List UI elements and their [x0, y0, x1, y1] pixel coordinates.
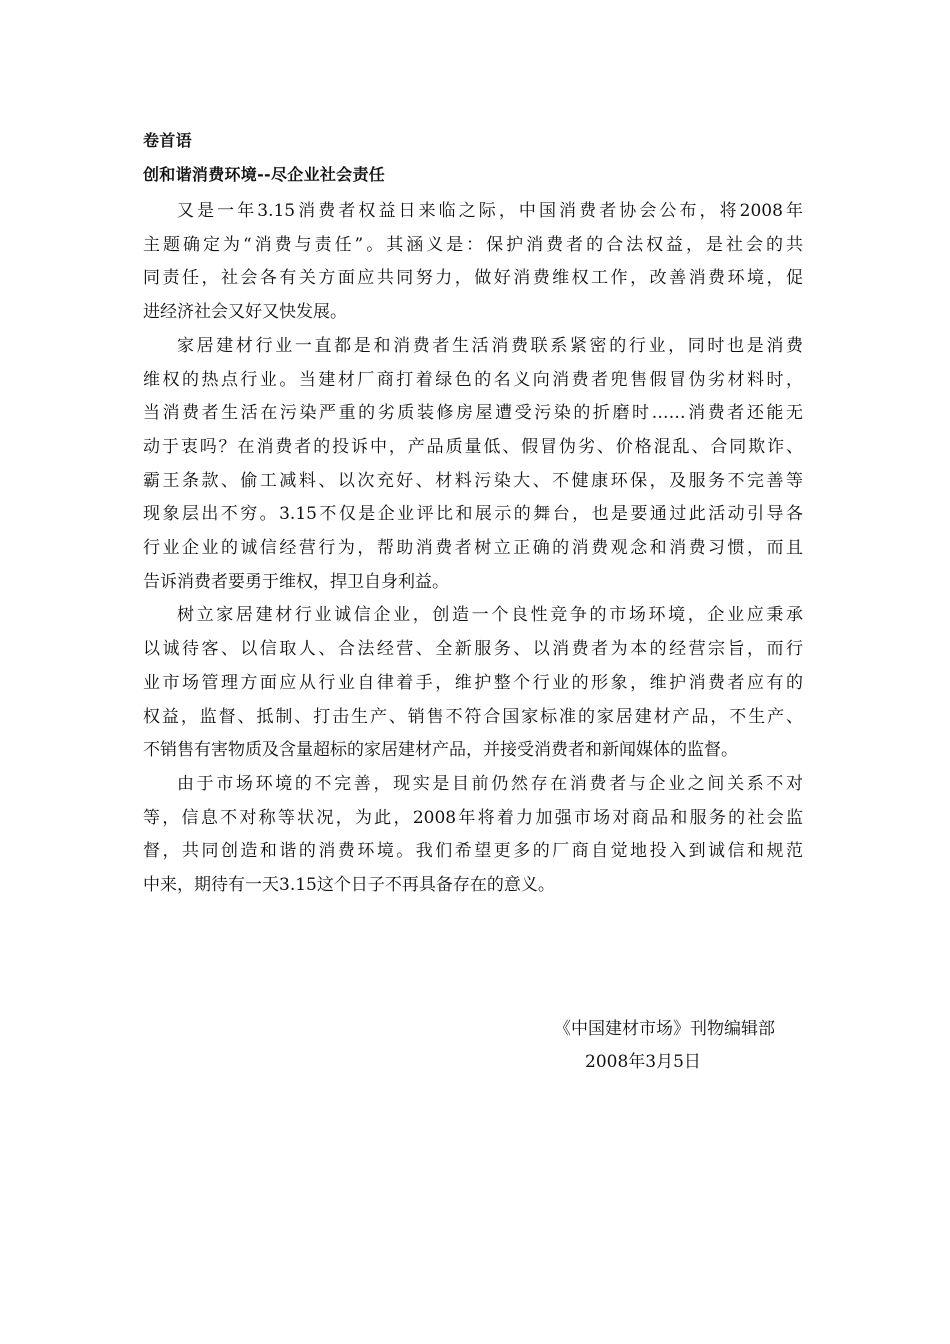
text-line: 主题确定为“消费与责任”。其涵义是：保护消费者的合法权益，是社会的共 — [143, 234, 803, 255]
date: 2008年3月5日 — [585, 1052, 701, 1072]
text-line: 业市场管理方面应从行业自律着手，维护整个行业的形象，维护消费者应有的 — [143, 672, 803, 693]
text-line: 由于市场环境的不完善，现实是目前仍然存在消费者与企业之间关系不对 — [177, 773, 803, 794]
text-line: 树立家居建材行业诚信企业，创造一个良性竞争的市场环境，企业应秉承 — [177, 605, 803, 626]
text-line: 霸王条款、偷工减料、以次充好、材料污染大、不健康环保，及服务不完善等 — [143, 470, 803, 491]
text-line: 家居建材行业一直都是和消费者生活消费联系紧密的行业，同时也是消费 — [177, 335, 803, 356]
text-line: 当消费者生活在污染严重的劣质装修房屋遭受污染的折磨时……消费者还能无 — [143, 403, 803, 424]
paragraph — [143, 330, 803, 600]
text-line: 以诚待客、以信取人、合法经营、全新服务、以消费者为本的经营宗旨，而行 — [143, 639, 803, 660]
text-line: 督，共同创造和谐的消费环境。我们希望更多的厂商自觉地投入到诚信和规范 — [143, 841, 803, 862]
text-line: 动于衷吗？在消费者的投诉中，产品质量低、假冒伪劣、价格混乱、合同欺诈、 — [143, 436, 803, 457]
text-line: 现象层出不穷。3.15不仅是企业评比和展示的舞台，也是要通过此活动引导各 — [143, 504, 803, 525]
paragraph — [143, 599, 803, 768]
article-title: 创和谐消费环境--尽企业社会责任 — [143, 165, 386, 184]
article-body — [143, 195, 803, 903]
text-line: 不销售有害物质及含量超标的家居建材产品，并接受消费者和新闻媒体的监督。 — [143, 740, 738, 761]
section-label: 卷首语 — [143, 131, 192, 150]
text-line: 行业企业的诚信经营行为，帮助消费者树立正确的消费观念和消费习惯，而且 — [143, 538, 803, 559]
paragraph — [143, 768, 803, 903]
text-line: 中来，期待有一天3.15这个日子不再具备存在的意义。 — [143, 875, 555, 896]
text-line: 告诉消费者要勇于维权，捍卫自身利益。 — [143, 571, 449, 592]
text-line: 同责任，社会各有关方面应共同努力，做好消费维权工作，改善消费环境，促 — [143, 268, 803, 289]
signature: 《中国建材市场》刊物编辑部 — [554, 1019, 775, 1039]
text-line: 权益，监督、抵制、打击生产、销售不符合国家标准的家居建材产品，不生产、 — [143, 706, 803, 727]
text-line: 又是一年3.15消费者权益日来临之际，中国消费者协会公布，将2008年 — [177, 201, 803, 221]
text-line: 等，信息不对称等状况，为此，2008年将着力加强市场对商品和服务的社会监 — [143, 807, 803, 828]
paragraph — [143, 195, 803, 330]
text-line: 维权的热点行业。当建材厂商打着绿色的名义向消费者兜售假冒伪劣材料时， — [143, 369, 803, 390]
text-line: 进经济社会又好又快发展。 — [143, 302, 347, 323]
